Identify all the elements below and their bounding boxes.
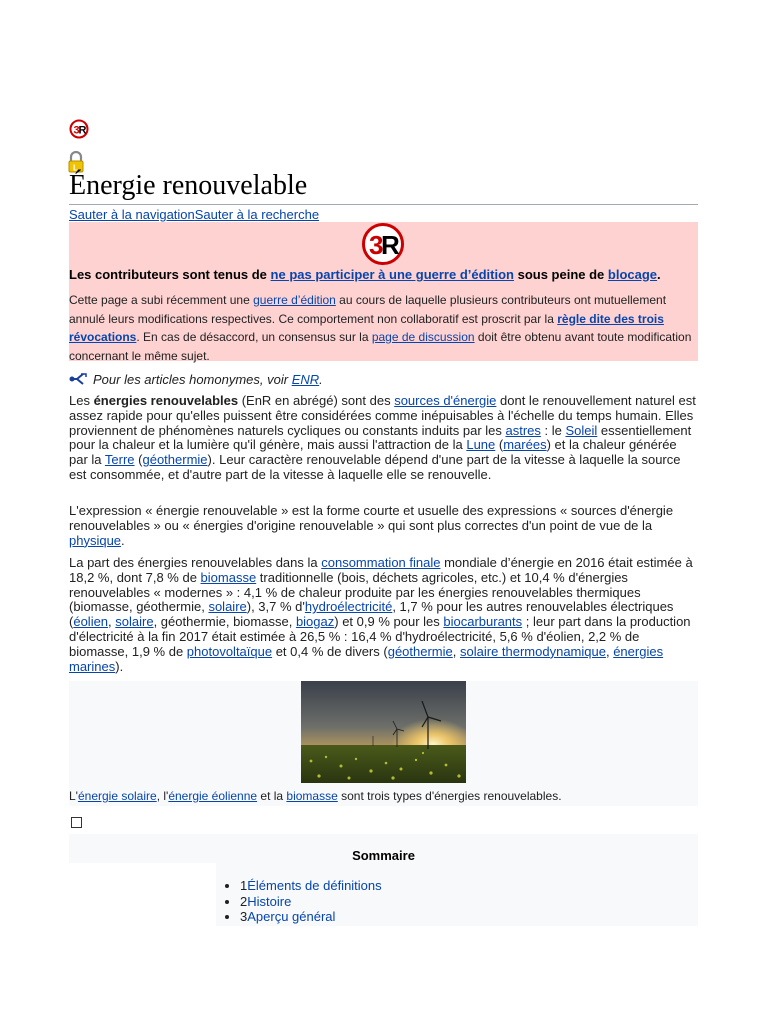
photovoltaic-link[interactable]: photovoltaïque	[186, 643, 273, 659]
homonym-hatnote: Pour les articles homonymes, voir ENR.	[69, 371, 323, 388]
moon-link[interactable]: Lune	[466, 437, 496, 453]
svg-text:3: 3	[369, 230, 384, 260]
svg-text:L: L	[73, 163, 78, 173]
jump-to-search-link[interactable]: Sauter à la recherche	[194, 207, 320, 222]
sun-link[interactable]: Soleil	[565, 422, 598, 438]
solar-link[interactable]: solaire	[208, 599, 247, 615]
notice-headline: Les contributeurs sont tenus de ne pas participer à une guerre d’édition sous peine de blocage.	[69, 267, 661, 282]
stars-link[interactable]: astres	[505, 422, 541, 438]
3r-badge-icon	[69, 119, 89, 139]
toc-link-definitions[interactable]: Éléments de définitions	[247, 878, 382, 893]
toc-link-history[interactable]: Histoire	[247, 893, 292, 909]
jump-to-navigation-link[interactable]: Sauter à la navigation	[69, 207, 195, 222]
intro-paragraph-2: L'expression « énergie renouvelable » est la forme courte et usuelle des expressions « sources d'énergie renouvelables » ou « énergies d'origine renouvelable » qui sont plus correctes d'un point de vue de la physique.	[69, 503, 674, 548]
marine-energy-link[interactable]: énergies marines	[69, 643, 664, 674]
intro-paragraph-1: Les énergies renouvelables (EnR en abrégé) sont des sources d'énergie dont le renouvellement naturel est assez rapide pour qu'elles puissent être considérées comme inépuisables à l'échelle du temps humain. Elles proviennent de phénomènes naturels cycliques ou constants induits par les astres : le Soleil essentiellement pour la chaleur et la lumière qu'il génère, mais aussi l'attraction de la Lune (marées) et la chaleur générée par la Terre (géothermie). Leur caractère renouvelable dépend d'une part de la vitesse à laquelle la source est consommée, et d'autre part de la vitesse à laquelle elle se renouvelle.	[69, 393, 696, 482]
blocking-link[interactable]: blocage	[607, 267, 658, 282]
wind-link[interactable]: éolien	[73, 614, 109, 630]
biofuels-link[interactable]: biocarburants	[443, 614, 523, 630]
talk-page-link[interactable]: page de discussion	[371, 330, 475, 344]
jump-links	[69, 206, 319, 223]
page-title: Énergie renouvelable	[69, 168, 698, 205]
earth-link[interactable]: Terre	[104, 452, 135, 468]
checkbox-icon[interactable]	[71, 817, 82, 828]
toc-list	[216, 878, 382, 925]
edit-war-link[interactable]: guerre d’édition	[253, 293, 336, 307]
toc-title: Sommaire	[352, 848, 415, 863]
biogas-link[interactable]: biogaz	[295, 614, 335, 630]
toc-item[interactable]: • 3Aperçu général	[240, 909, 382, 925]
intro-paragraph-3: La part des énergies renouvelables dans la consommation finale mondiale d’énergie en 2016 était estimée à 18,2 %, dont 7,8 % de biomasse traditionnelle (bois, déchets agricoles, etc.) et 10,4 % d'énergies renouvelables « modernes » : 4,1 % de chaleur produite par les énergies renouvelables thermiques (biomasse, géothermie, solaire), 3,7 % d'hydroélectricité, 1,7 % pour les autres renouvelables électriques (éolien, solaire, géothermie, biomasse, biogaz) et 0,9 % pour les biocarburants ; leur part dans la production d'électricité à la fin 2017 était estimée à 26,5 % : 16,4 % d'hydroélectricité, 5,6 % d'éolien, 2,2 % de biomasse, 1,9 % de photovoltaïque et 0,4 % de divers (géothermie, solaire thermodynamique, énergies marines).	[69, 555, 693, 674]
toc-link-overview[interactable]: Aperçu général	[247, 909, 336, 924]
svg-text:R: R	[78, 124, 87, 137]
geothermal-link-2[interactable]: géothermie	[387, 643, 453, 659]
hydroelectricity-link[interactable]: hydroélectricité	[304, 599, 393, 615]
biomass-link[interactable]: biomasse	[200, 569, 257, 585]
toc-item[interactable]: • 1Éléments de définitions	[240, 878, 382, 894]
enr-link[interactable]: ENR	[291, 372, 320, 387]
energy-sources-link[interactable]: sources d'énergie	[394, 393, 497, 408]
solar-link-2[interactable]: solaire	[115, 614, 154, 630]
toc-toggle-checkbox[interactable]	[69, 814, 95, 834]
table-of-contents	[69, 834, 698, 926]
physics-link[interactable]: physique	[69, 532, 122, 548]
solar-thermodynamic-link[interactable]: solaire thermodynamique	[460, 643, 606, 659]
wind-energy-link[interactable]: énergie éolienne	[168, 789, 258, 803]
biomass-link-2[interactable]: biomasse	[286, 789, 338, 803]
disambiguation-icon	[69, 373, 89, 385]
final-consumption-link[interactable]: consommation finale	[321, 555, 441, 570]
wind-turbines-sunset-image[interactable]	[301, 681, 466, 783]
svg-text:3: 3	[73, 124, 80, 137]
figure-caption: L'énergie solaire, l'énergie éolienne et la biomasse sont trois types d'énergies renouvelables.	[69, 789, 562, 803]
edit-war-notice	[69, 222, 698, 361]
figure	[69, 681, 698, 806]
solar-energy-link[interactable]: énergie solaire	[77, 789, 157, 803]
geothermal-link[interactable]: géothermie	[142, 452, 208, 468]
notice-body: Cette page a subi récemment une guerre d’édition au cours de laquelle plusieurs contributeurs ont mutuellement annulé leurs modifications respectives. Ce comportement non collaboratif est proscrit par la règle dite des trois révocations. En cas de désaccord, un consensus sur la page de discussion doit être obtenu avant toute modification concernant le même sujet.	[69, 293, 692, 363]
tides-link[interactable]: marées	[503, 437, 547, 453]
three-revert-rule-link[interactable]: règle dite des trois révocations	[69, 311, 664, 344]
edit-war-rule-link[interactable]: ne pas participer à une guerre d’édition	[270, 267, 514, 282]
3r-badge-icon	[361, 222, 405, 266]
toc-item[interactable]: • 2Histoire	[240, 894, 382, 910]
svg-text:R: R	[381, 230, 400, 260]
